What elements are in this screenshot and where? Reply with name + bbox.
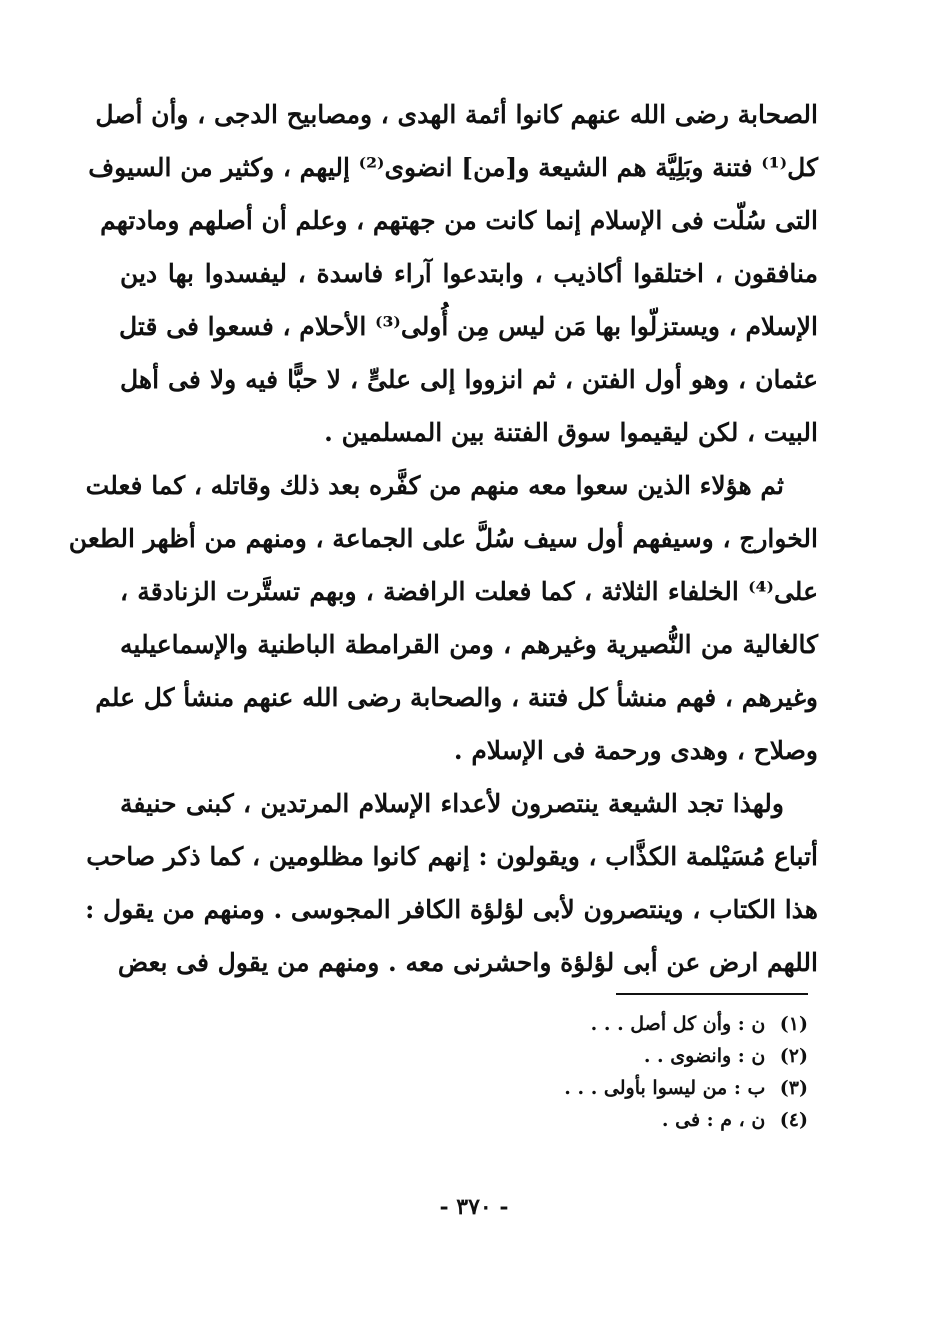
footnote (408, 1008, 808, 1040)
text-line: الخوارج ، وسيفهم أول سيف سُلَّ على الجماعة ، ومنهم من أظهر الطعن (68, 524, 818, 553)
paragraph-1 (88, 88, 818, 459)
text-line: أتباع مُسَيْلمة الكذَّاب ، ويقولون : إنهم كانوا مظلومين ، كما ذكر صاحب (86, 842, 818, 871)
text-line: الإسلام ، ويستزلّوا بها مَن ليس مِن أُولى⁽³⁾ الأحلام ، فسعوا فى قتل (118, 312, 818, 341)
footnote-text: ن : وأن كل أصل . . . (590, 1013, 766, 1035)
text-line: ثم هؤلاء الذين سعوا معه منهم من كفَّره بعد ذلك وقاتله ، كما فعلت (85, 471, 784, 500)
text-line: البيت ، لكن ليقيموا سوق الفتنة بين المسلمين . (324, 418, 818, 447)
footnote-number: (٤) (779, 1109, 808, 1131)
footnote-text: ن ، م : فى . (661, 1109, 766, 1131)
text-line: عثمان ، وهو أول الفتن ، ثم انزووا إلى علىٍّ ، لا حبًّا فيه ولا فى أهل (120, 365, 818, 394)
text-line: اللهم ارض عن أبى لؤلؤة واحشرنى معه . ومنهم من يقول فى بعض (117, 948, 818, 977)
footnote (408, 1104, 808, 1136)
text-line: وصلاح ، وهدى ورحمة فى الإسلام . (453, 736, 818, 765)
footnote-text: ب : من ليسوا بأولى . . . (564, 1077, 766, 1099)
footnote-text: ن : وانضوى . . (643, 1045, 766, 1067)
text-line: منافقون ، اختلقوا أكاذيب ، وابتدعوا آراء فاسدة ، ليفسدوا بها دين (120, 259, 818, 288)
text-line: كالغالية من النُّصيرية وغيرهم ، ومن القرامطة الباطنية والإسماعيليه (120, 630, 818, 659)
footnote (408, 1040, 808, 1072)
footnote (408, 1072, 808, 1104)
text-line: هذا الكتاب ، وينتصرون لأبى لؤلؤة الكافر المجوسى . ومنهم من يقول : (85, 895, 818, 924)
paragraph-2 (68, 459, 818, 777)
paragraph-3 (85, 777, 818, 989)
text-line: ولهذا تجد الشيعة ينتصرون لأعداء الإسلام المرتدين ، كبنى حنيفة (120, 789, 784, 818)
footnote-number: (٢) (779, 1045, 808, 1067)
footnotes (408, 1008, 808, 1136)
footnote-divider (616, 993, 808, 995)
text-line: التى سُلّت فى الإسلام إنما كانت من جهتهم ، وعلم أن أصلهم ومادتهم (100, 206, 818, 235)
text-line: الصحابة رضى الله عنهم كانوا أئمة الهدى ، ومصابيح الدجى ، وأن أصل (95, 100, 818, 129)
text-line: وغيرهم ، فهم منشأ كل فتنة ، والصحابة رضى الله عنهم منشأ كل علم (95, 683, 818, 712)
footnote-number: (١) (779, 1013, 808, 1035)
page-number: - ٣٧٠ - (439, 1194, 509, 1220)
main-text (68, 88, 818, 989)
footnote-number: (٣) (779, 1077, 808, 1099)
text-line: على⁽⁴⁾ الخلفاء الثلاثة ، كما فعلت الرافضة ، وبهم تستَّرت الزنادقة ، (120, 577, 818, 606)
text-line: كل⁽¹⁾ فتنة وبَلِيَّة هم الشيعة و[من] انضوى⁽²⁾ إليهم ، وكثير من السيوف (88, 153, 818, 182)
